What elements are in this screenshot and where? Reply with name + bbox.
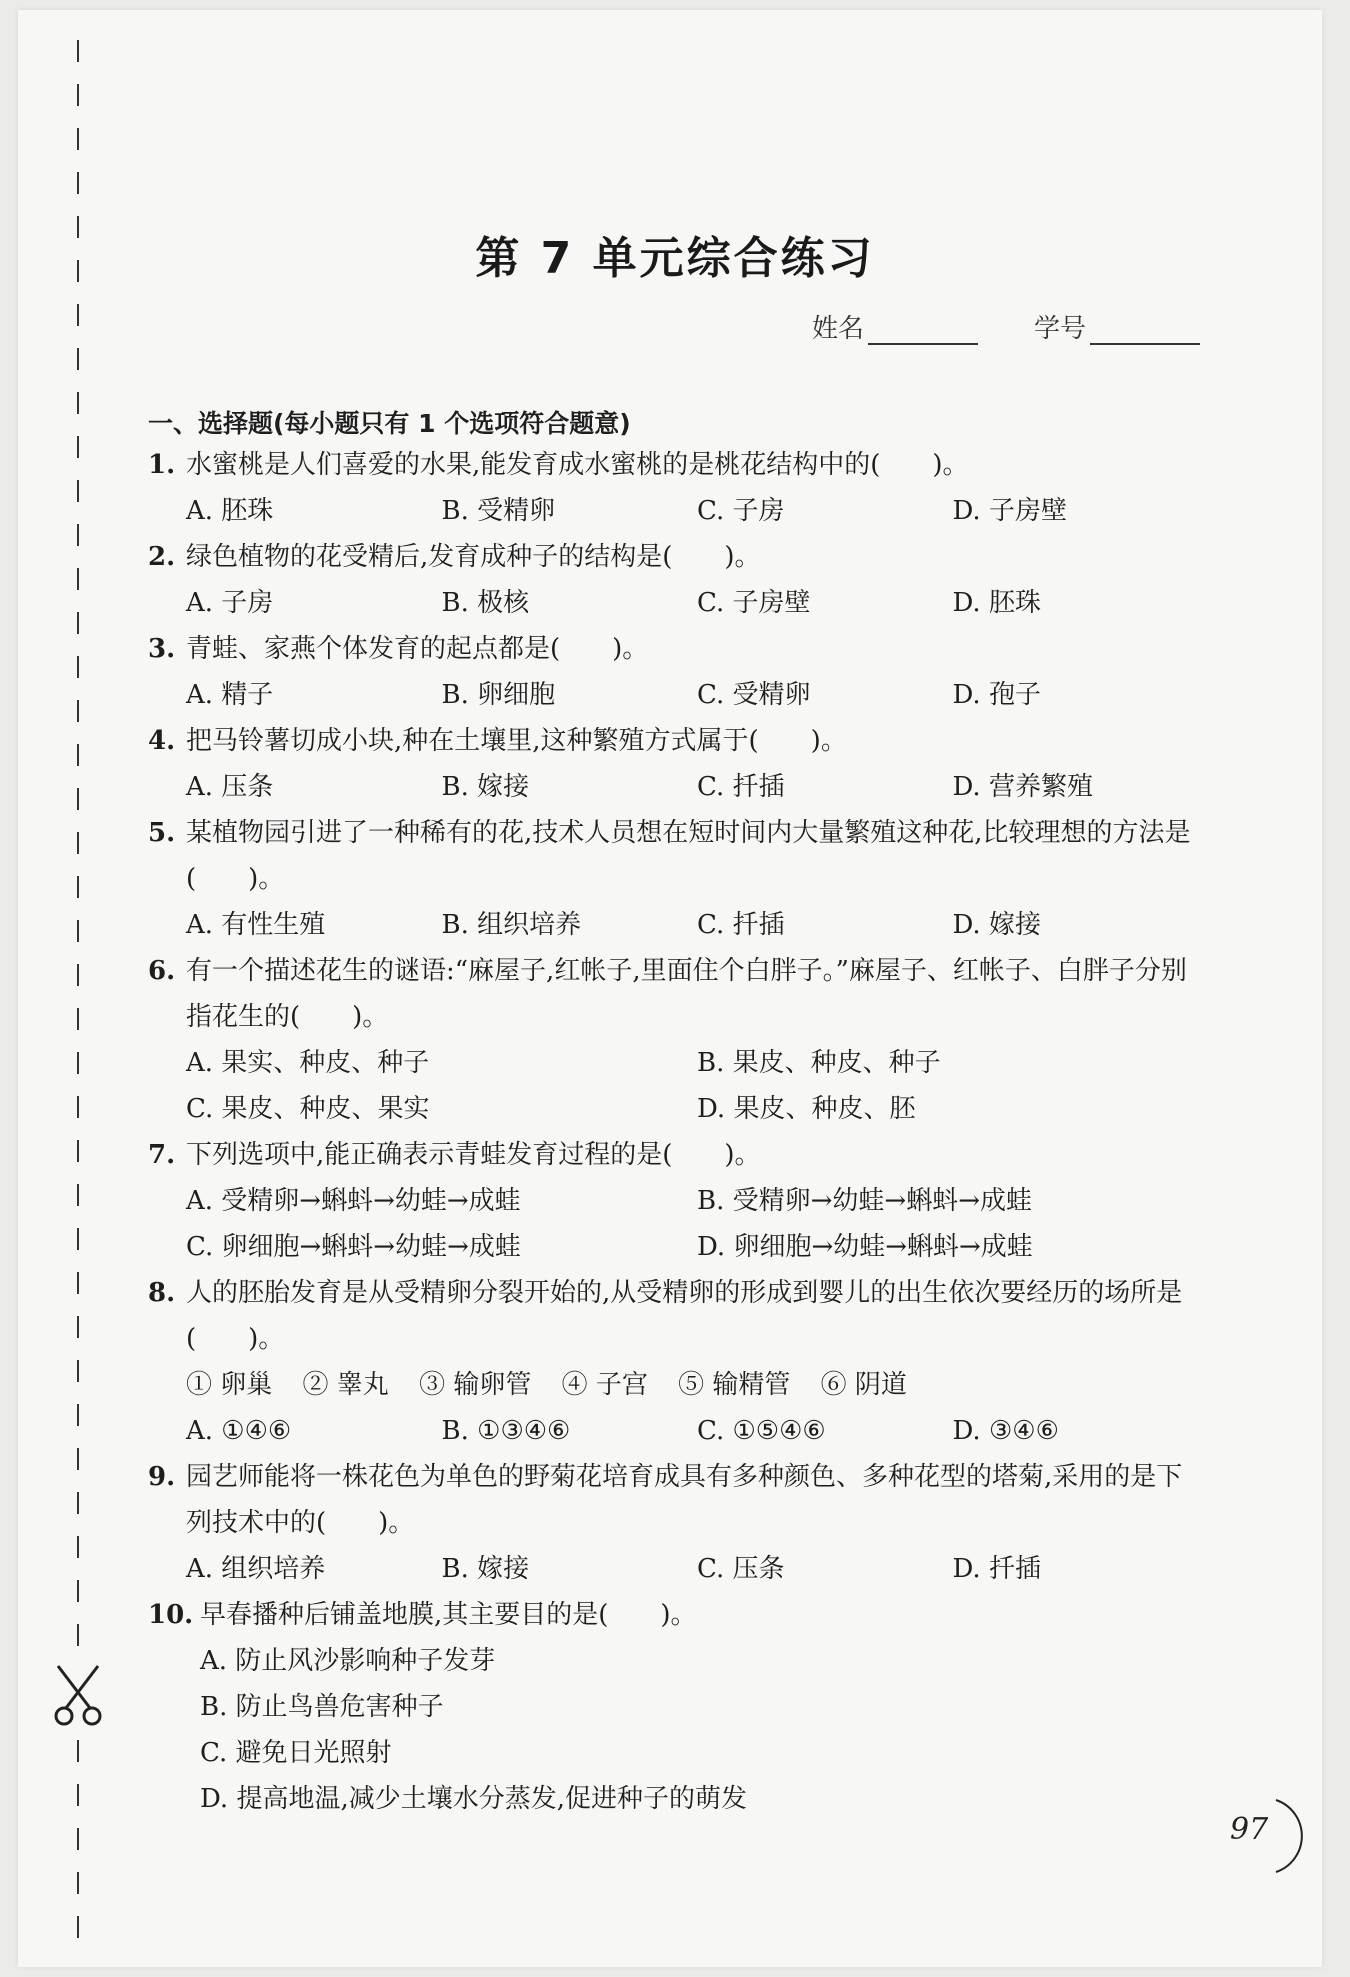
option-b[interactable]: B. 组织培养 [441,910,582,940]
option-a[interactable]: A. 果实、种皮、种子 [186,1048,430,1078]
question-number: 3. [148,634,176,664]
option-b[interactable]: B. 受精卵 [441,496,556,526]
question [148,626,1208,672]
page-title: 第 7 单元综合练习 [475,233,875,284]
site-list [148,1362,1208,1408]
option-c[interactable]: C. 子房壁 [697,588,811,618]
option-a[interactable]: A. 组织培养 [186,1554,326,1584]
site-item: ④ 子宫 [561,1370,648,1400]
site-item: ⑤ 输精管 [678,1370,791,1400]
option-row [148,764,1208,810]
question-number: 5. [148,818,176,848]
option-b[interactable]: B. 防止鸟兽危害种子 [200,1692,444,1722]
option-a[interactable]: A. 受精卵→蝌蚪→幼蛙→成蛙 [186,1186,521,1216]
option-a[interactable]: A. 子房 [186,588,274,618]
question-text: 园艺师能将一株花色为单色的野菊花培育成具有多种颜色、多种花型的塔菊,采用的是下列技术中的( )。 [186,1462,1183,1538]
option-b[interactable]: B. 极核 [441,588,530,618]
option-c[interactable]: C. 扦插 [697,910,785,940]
option-row [148,488,1208,534]
site-item: ① 卵巢 [186,1370,273,1400]
option-a[interactable]: A. 有性生殖 [186,910,326,940]
option-a[interactable]: A. 防止风沙影响种子发芽 [200,1646,496,1676]
option-d[interactable]: D. 孢子 [952,680,1041,710]
option-row [148,902,1208,948]
question-text: 绿色植物的花受精后,发育成种子的结构是( )。 [186,542,761,572]
question [148,948,1208,1040]
option-b[interactable]: B. 受精卵→幼蛙→蝌蚪→成蛙 [697,1186,1032,1216]
option-b[interactable]: B. ①③④⑥ [441,1416,571,1446]
student-id-label: 学号 [1034,314,1087,344]
site-item: ③ 输卵管 [419,1370,532,1400]
option-row [148,1040,1208,1086]
question-text: 早春播种后铺盖地膜,其主要目的是( )。 [200,1600,697,1630]
name-field [812,308,978,345]
option-c[interactable]: C. 卵细胞→蝌蚪→幼蛙→成蛙 [186,1232,521,1262]
option-d[interactable]: D. 扦插 [952,1554,1041,1584]
option-a[interactable]: A. 精子 [186,680,274,710]
site-item: ② 睾丸 [302,1370,389,1400]
section-heading: 一、选择题(每小题只有 1 个选项符合题意) [148,409,631,438]
option-b[interactable]: B. 卵细胞 [441,680,556,710]
student-id-blank[interactable] [1090,317,1200,345]
option-d[interactable]: D. 营养繁殖 [952,772,1093,802]
option-a[interactable]: A. 胚珠 [186,496,274,526]
option-b[interactable]: B. 嫁接 [441,772,530,802]
option-c[interactable]: C. 压条 [697,1554,785,1584]
option-row [148,1408,1208,1454]
question [148,1270,1208,1362]
question-text: 某植物园引进了一种稀有的花,技术人员想在短时间内大量繁殖这种花,比较理想的方法是( )。 [186,818,1191,894]
option-row [148,1546,1208,1592]
question [148,1132,1208,1178]
question-text: 人的胚胎发育是从受精卵分裂开始的,从受精卵的形成到婴儿的出生依次要经历的场所是( )。 [186,1278,1183,1354]
option-d[interactable]: D. ③④⑥ [952,1416,1059,1446]
question-number: 10. [148,1600,194,1630]
question [148,718,1208,764]
site-item: ⑥ 阴道 [820,1370,907,1400]
question-text: 水蜜桃是人们喜爱的水果,能发育成水蜜桃的是桃花结构中的( )。 [186,450,969,480]
question-text: 把马铃薯切成小块,种在土壤里,这种繁殖方式属于( )。 [186,726,847,756]
question [148,1454,1208,1546]
option-c[interactable]: C. 果皮、种皮、果实 [186,1094,430,1124]
name-blank[interactable] [868,317,978,345]
question [148,810,1208,902]
option-d[interactable]: D. 卵细胞→幼蛙→蝌蚪→成蛙 [697,1232,1033,1262]
name-label: 姓名 [812,314,865,344]
option-d[interactable]: D. 胚珠 [952,588,1041,618]
question-number: 6. [148,956,176,986]
question-text: 下列选项中,能正确表示青蛙发育过程的是( )。 [186,1140,761,1170]
option-d[interactable]: D. 子房壁 [952,496,1067,526]
question [148,534,1208,580]
option-b[interactable]: B. 嫁接 [441,1554,530,1584]
option-row [148,1224,1208,1270]
page-number: 97 [1230,1812,1269,1847]
question-number: 1. [148,450,176,480]
option-c[interactable]: C. 扦插 [697,772,785,802]
question-number: 9. [148,1462,176,1492]
question-number: 4. [148,726,176,756]
option-c[interactable]: C. 子房 [697,496,785,526]
student-id-field [1034,308,1200,345]
question-text: 青蛙、家燕个体发育的起点都是( )。 [186,634,649,664]
option-c[interactable]: C. 受精卵 [697,680,811,710]
option-row [148,672,1208,718]
option-b[interactable]: B. 果皮、种皮、种子 [697,1048,941,1078]
option-d[interactable]: D. 果皮、种皮、胚 [697,1094,916,1124]
option-column [148,1638,1208,1822]
option-d[interactable]: D. 嫁接 [952,910,1041,940]
question [148,1592,1208,1638]
option-row [148,580,1208,626]
option-c[interactable]: C. ①⑤④⑥ [697,1416,826,1446]
question-number: 2. [148,542,176,572]
question-text: 有一个描述花生的谜语:“麻屋子,红帐子,里面住个白胖子。”麻屋子、红帐子、白胖子分别指花生的( )。 [186,956,1187,1032]
option-a[interactable]: A. ①④⑥ [186,1416,292,1446]
option-row [148,1178,1208,1224]
scissors-icon [50,1662,106,1728]
question [148,442,1208,488]
option-c[interactable]: C. 避免日光照射 [200,1738,392,1768]
option-row [148,1086,1208,1132]
option-a[interactable]: A. 压条 [186,772,274,802]
option-d[interactable]: D. 提高地温,减少土壤水分蒸发,促进种子的萌发 [200,1784,747,1814]
question-number: 7. [148,1140,176,1170]
question-number: 8. [148,1278,176,1308]
question-list [148,442,1208,1822]
